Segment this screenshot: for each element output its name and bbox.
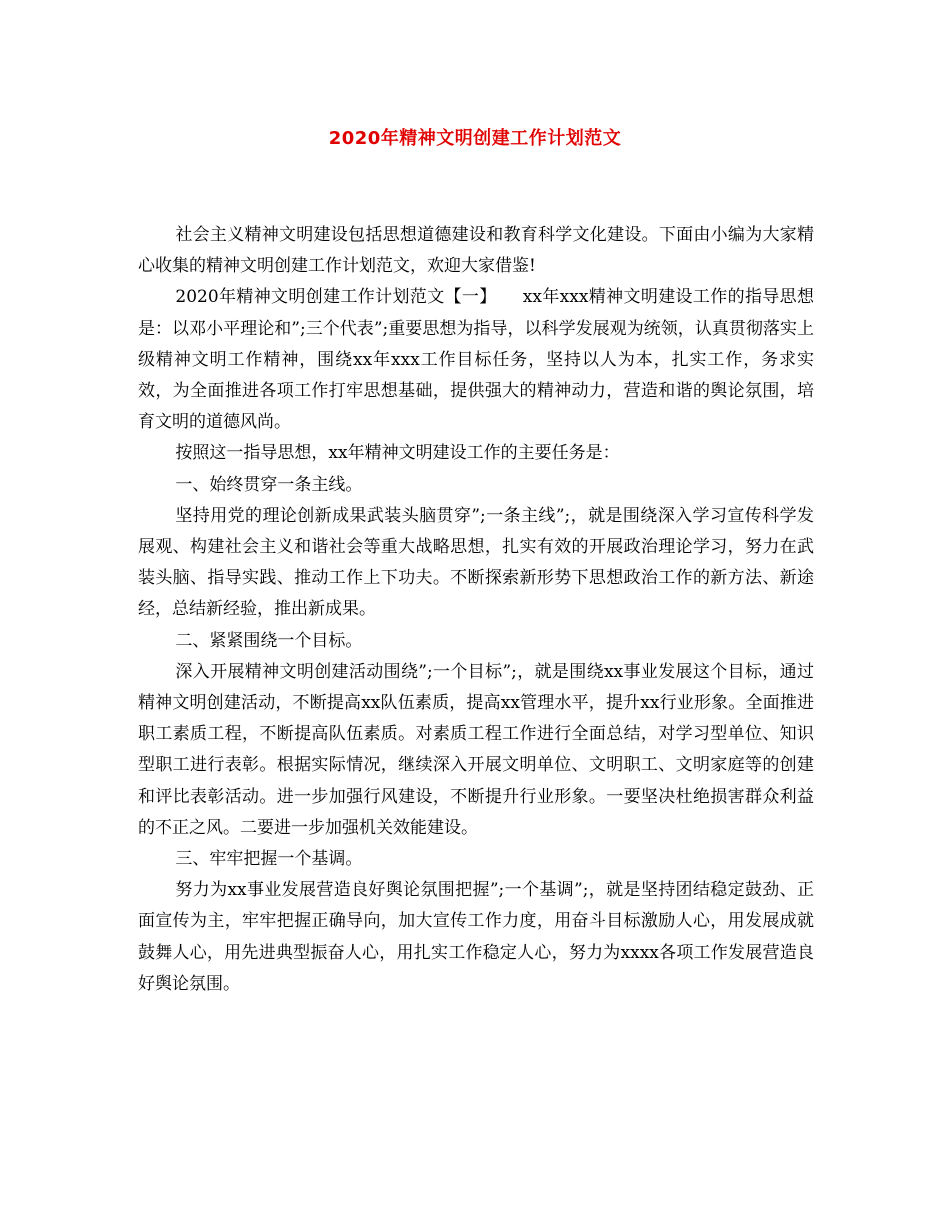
paragraph-plan-one: 2020年精神文明创建工作计划范文【一】 xx年xxx精神文明建设工作的指导思想是：以邓小平理论和”;三个代表”;重要思想为指导，以科学发展观为统领，认真贯彻落实上级精神文明工作精神，围绕xx年xxx工作目标任务，坚持以人为本，扎实工作，务求实效，为全面推进各项工作打牢思想基础，提供强大的精神动力，营造和谐的舆论氛围，培育文明的道德风尚。 (138, 287, 814, 433)
section-heading-three: 三、牢牢把握一个基调。 (175, 849, 363, 870)
section-heading-one: 一、始终贯穿一条主线。 (175, 474, 363, 495)
document-body (138, 220, 814, 1000)
paragraph-goal: 深入开展精神文明创建活动围绕”;一个目标”;，就是围绕xx事业发展这个目标，通过精神文明创建活动，不断提高xx队伍素质，提高xx管理水平，提升xx行业形象。全面推进职工素质工程，不断提高队伍素质。对素质工程工作进行全面总结，对学习型单位、知识型职工进行表彰。根据实际情况，继续深入开展文明单位、文明职工、文明家庭等的创建和评比表彰活动。进一步加强行风建设，不断提升行业形象。一要坚决杜绝损害群众利益的不正之风。二要进一步加强机关效能建设。 (138, 661, 814, 838)
document-title: 2020年精神文明创建工作计划范文 (328, 128, 622, 149)
paragraph-main-tasks: 按照这一指导思想，xx年精神文明建设工作的主要任务是： (175, 443, 620, 464)
section-heading-two: 二、紧紧围绕一个目标。 (175, 630, 363, 651)
paragraph-keynote: 努力为xx事业发展营造良好舆论氛围把握”;一个基调”;，就是坚持团结稳定鼓劲、正面宣传为主，牢牢把握正确导向，加大宣传工作力度，用奋斗目标激励人心，用发展成就鼓舞人心，用先进典型振奋人心，用扎实工作稳定人心，努力为xxxx各项工作发展营造良好舆论氛围。 (138, 880, 814, 994)
paragraph-intro: 社会主义精神文明建设包括思想道德建设和教育科学文化建设。下面由小编为大家精心收集的精神文明创建工作计划范文，欢迎大家借鉴! (138, 225, 814, 277)
paragraph-main-line: 坚持用党的理论创新成果武装头脑贯穿”;一条主线”;，就是围绕深入学习宣传科学发展观、构建社会主义和谐社会等重大战略思想，扎实有效的开展政治理论学习，努力在武装头脑、指导实践、推动工作上下功夫。不断探索新形势下思想政治工作的新方法、新途经，总结新经验，推出新成果。 (138, 505, 814, 620)
